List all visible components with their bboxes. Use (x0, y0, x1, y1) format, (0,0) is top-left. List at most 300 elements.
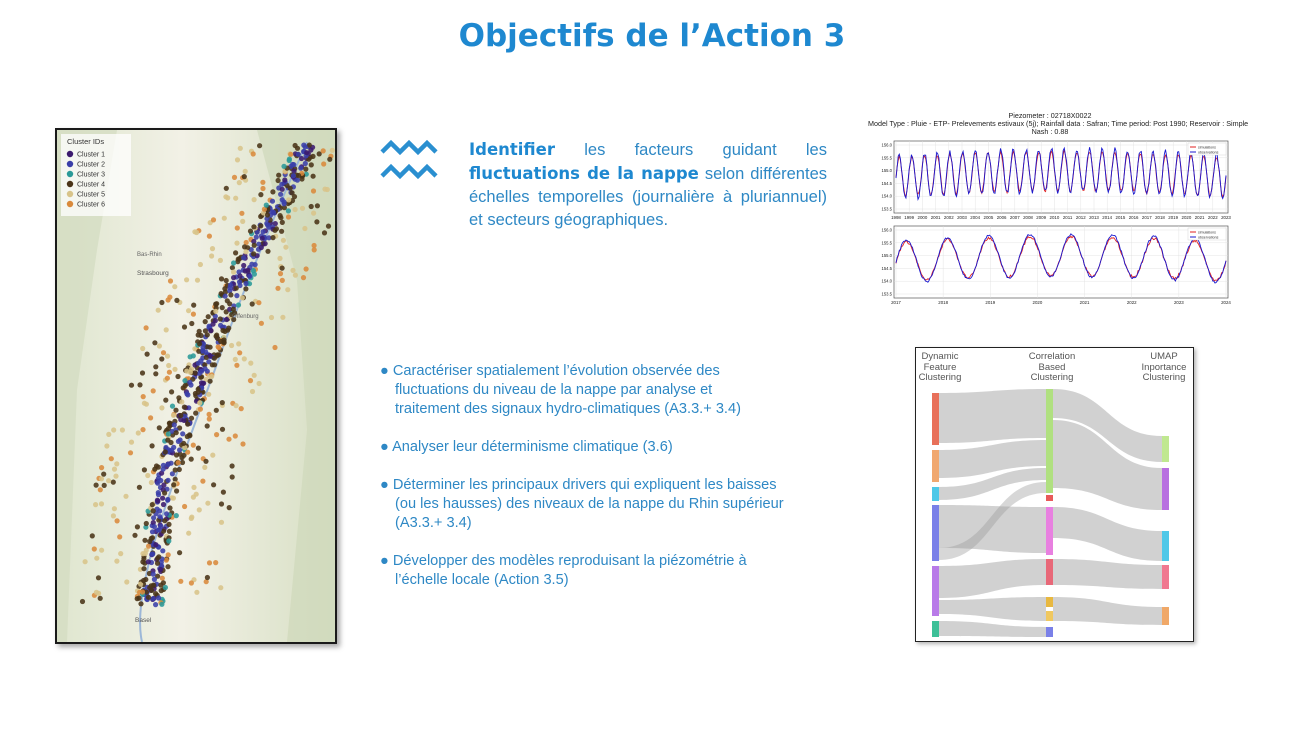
map-point (159, 588, 164, 593)
piezometer-figure (868, 111, 1249, 308)
map-point (155, 498, 160, 503)
map-point (311, 188, 316, 193)
map-point (280, 220, 285, 225)
map-point (290, 268, 295, 273)
map-point (141, 394, 146, 399)
map-point (235, 157, 240, 162)
map-point (188, 370, 193, 375)
map-point (159, 405, 164, 410)
map-point (290, 162, 295, 167)
map-point (219, 501, 224, 506)
map-point (156, 492, 161, 497)
map-point (153, 602, 158, 607)
x-tick-label: 2007 (1009, 215, 1020, 220)
map-point (112, 506, 117, 511)
map-point (219, 291, 224, 296)
x-tick-label: 2012 (1075, 215, 1086, 220)
bullet-line: ● Caractériser spatialement l’évolution observée des (380, 363, 720, 379)
map-point (282, 201, 287, 206)
map-point (140, 427, 145, 432)
x-tick-label: 2002 (943, 215, 954, 220)
map-point (141, 578, 146, 583)
bullet-line: ● Analyser leur déterminisme climatique (3.6) (380, 439, 673, 455)
sankey-node-umap (1162, 468, 1169, 510)
map-point (224, 186, 229, 191)
map-point (263, 241, 268, 246)
map-point (188, 354, 193, 359)
map-point (196, 446, 201, 451)
map-point (321, 148, 326, 153)
map-point (93, 502, 98, 507)
map-point (167, 505, 172, 510)
map-point (258, 192, 263, 197)
map-point (200, 345, 205, 350)
map-point (196, 387, 201, 392)
map-point (265, 249, 270, 254)
map-point (178, 579, 183, 584)
map-point (278, 192, 283, 197)
plot-legend-label: simulations (1198, 145, 1216, 150)
map-point (222, 286, 227, 291)
map-point (160, 496, 165, 501)
map-point (234, 403, 239, 408)
map-point (301, 275, 306, 280)
map-point (142, 467, 147, 472)
map-point (231, 270, 236, 275)
map-point (257, 381, 262, 386)
y-tick-label: 153.5 (881, 291, 892, 297)
map-point (214, 432, 219, 437)
map-point (166, 462, 171, 467)
map-point (243, 281, 248, 286)
sankey-node-correlation (1046, 627, 1053, 637)
map-point (189, 457, 194, 462)
map-point (182, 504, 187, 509)
map-point (165, 354, 170, 359)
map-point (152, 524, 157, 529)
map-point (237, 350, 242, 355)
map-point (237, 279, 242, 284)
map-point (303, 144, 308, 149)
x-tick-label: 2009 (1036, 215, 1047, 220)
map-point (272, 228, 277, 233)
map-point (243, 169, 248, 174)
map-point (222, 329, 227, 334)
map-point (151, 572, 156, 577)
map-point (174, 430, 179, 435)
map-point (166, 538, 171, 543)
sankey-node-correlation (1046, 559, 1053, 585)
map-point (143, 551, 148, 556)
map-point (114, 559, 119, 564)
map-point (189, 321, 194, 326)
map-point (144, 521, 149, 526)
sankey-flow (939, 597, 1046, 621)
map-point (196, 361, 201, 366)
map-point (171, 413, 176, 418)
sankey-flow (1053, 507, 1162, 561)
map-point (165, 376, 170, 381)
map-point (182, 324, 187, 329)
map-point (256, 300, 261, 305)
map-point (137, 485, 142, 490)
map-point (156, 465, 161, 470)
map-point (193, 370, 198, 375)
map-point (207, 560, 212, 565)
hydrograph-plots (868, 136, 1232, 308)
map-point (218, 316, 223, 321)
sankey-node-correlation (1046, 389, 1053, 493)
map-point (187, 432, 192, 437)
map-point (197, 400, 202, 405)
map-point (291, 173, 296, 178)
y-tick-label: 154.5 (881, 180, 892, 186)
map-point (161, 467, 166, 472)
map-point (241, 263, 246, 268)
map-point (234, 363, 239, 368)
map-point (254, 235, 259, 240)
map-point (182, 378, 187, 383)
map-point (99, 548, 104, 553)
sankey-flow (939, 389, 1046, 443)
x-tick-label: 2006 (996, 215, 1007, 220)
map-point (117, 534, 122, 539)
map-point (160, 576, 165, 581)
map-point (118, 551, 123, 556)
map-point (180, 431, 185, 436)
map-point (168, 278, 173, 283)
map-point (315, 203, 320, 208)
map-point (99, 501, 104, 506)
map-point (189, 416, 194, 421)
map-point (102, 483, 107, 488)
x-tick-label: 2011 (1062, 215, 1073, 220)
map-point (208, 353, 213, 358)
map-point (153, 371, 158, 376)
x-tick-label: 1999 (904, 215, 915, 220)
map-point (163, 398, 168, 403)
figure-title-line1: Piezometer : 02718X0022 (1008, 111, 1092, 120)
map-point (208, 379, 213, 384)
x-tick-label: 2013 (1089, 215, 1099, 220)
place-strasbourg: Strasbourg (137, 270, 169, 277)
map-point (271, 210, 276, 215)
map-point (276, 173, 281, 178)
map-point (243, 286, 248, 291)
map-point (314, 219, 319, 224)
svg-text:Cluster 2: Cluster 2 (77, 161, 106, 169)
wave-icon (380, 138, 440, 188)
sankey-node-correlation (1046, 597, 1053, 607)
map-point (165, 438, 170, 443)
x-tick-label: 2019 (1168, 215, 1179, 220)
map-point (191, 443, 196, 448)
map-point (120, 427, 125, 432)
map-point (210, 322, 215, 327)
map-point (205, 423, 210, 428)
map-point (252, 243, 257, 248)
map-point (240, 219, 245, 224)
map-point (115, 518, 120, 523)
x-tick-label: 2015 (1115, 215, 1126, 220)
map-point (285, 287, 290, 292)
y-tick-label: 154.0 (881, 278, 892, 284)
map-point (304, 150, 309, 155)
bullet-line: fluctuations du niveau de la nappe par analyse et (395, 382, 713, 398)
map-point (248, 361, 253, 366)
map-point (159, 300, 164, 305)
map-point (300, 206, 305, 211)
map-point (94, 483, 99, 488)
map-point (113, 474, 118, 479)
map-point (224, 317, 229, 322)
map-point (151, 388, 156, 393)
map-point (205, 332, 210, 337)
map-point (157, 527, 162, 532)
x-tick-label: 2021 (1194, 215, 1205, 220)
map-point (189, 515, 194, 520)
map-point (166, 478, 171, 483)
map-point (220, 305, 225, 310)
cluster-map (55, 128, 337, 644)
plot-legend-label: simulations (1198, 230, 1216, 235)
map-point (98, 487, 103, 492)
sankey-flow (1053, 597, 1162, 625)
map-point (140, 589, 145, 594)
map-point (230, 265, 235, 270)
map-point (278, 271, 283, 276)
map-point (156, 595, 161, 600)
map-point (277, 256, 282, 261)
map-point (145, 352, 150, 357)
map-point (228, 292, 233, 297)
map-point (218, 323, 223, 328)
sankey-node-dynamic (932, 505, 939, 561)
map-point (236, 341, 241, 346)
map-point (193, 411, 198, 416)
map-point (178, 413, 183, 418)
map-point (177, 447, 182, 452)
sankey-node-umap (1162, 565, 1169, 589)
map-point (213, 309, 218, 314)
map-point (257, 143, 262, 148)
map-point (98, 596, 103, 601)
map-point (279, 229, 284, 234)
map-point (205, 575, 210, 580)
map-point (210, 362, 215, 367)
map-point (213, 560, 218, 565)
sankey-header-umap: UMAP Inportance Clustering (1141, 351, 1187, 383)
map-point (312, 243, 317, 248)
map-point (163, 449, 168, 454)
map-point (146, 544, 151, 549)
map-point (146, 559, 151, 564)
map-point (280, 315, 285, 320)
map-point (172, 284, 177, 289)
bullet-list (380, 362, 828, 609)
map-point (129, 383, 134, 388)
map-point (303, 161, 308, 166)
map-point (173, 477, 178, 482)
sankey-flow (939, 559, 1046, 598)
map-point (187, 380, 192, 385)
map-point (199, 369, 204, 374)
y-tick-label: 155.0 (881, 168, 892, 174)
map-point (185, 392, 190, 397)
x-tick-label: 2000 (917, 215, 928, 220)
map-point (163, 585, 168, 590)
x-tick-label: 2005 (983, 215, 994, 220)
map-point (276, 178, 281, 183)
map-point (111, 480, 116, 485)
map-point (241, 255, 246, 260)
map-point (150, 502, 155, 507)
map-point (237, 180, 242, 185)
objective-bold-identifier: Identifier (469, 140, 555, 159)
x-tick-label: 2022 (1126, 300, 1137, 305)
map-point (166, 426, 171, 431)
slide-title: Objectifs de l’Action 3 (458, 18, 846, 54)
map-point (203, 459, 208, 464)
map-point (251, 251, 256, 256)
map-point (166, 431, 171, 436)
map-point (156, 554, 161, 559)
map-point (167, 370, 172, 375)
map-point (261, 229, 266, 234)
map-point (242, 356, 247, 361)
map-point (150, 529, 155, 534)
map-point (247, 274, 252, 279)
map-point (270, 199, 275, 204)
map-point (208, 328, 213, 333)
map-point (239, 406, 244, 411)
bullet-line: ● Développer des modèles reproduisant la piézométrie à (380, 553, 747, 569)
map-point (228, 283, 233, 288)
map-canvas (57, 130, 335, 642)
legend-title: Cluster IDs (67, 137, 105, 146)
y-tick-label: 154.0 (881, 193, 892, 199)
map-point (150, 596, 155, 601)
sankey-header-correlation: Correlation Based Clustering (1028, 351, 1076, 383)
sankey-header-dynamic: Dynamic Feature Clustering (918, 351, 962, 383)
map-point (264, 203, 269, 208)
map-point (184, 277, 189, 282)
x-tick-label: 2001 (930, 215, 941, 220)
plot-legend-label: observations (1198, 150, 1219, 155)
map-point (150, 443, 155, 448)
sankey-node-umap (1162, 607, 1169, 625)
map-point (166, 363, 171, 368)
map-point (197, 507, 202, 512)
map-point (239, 211, 244, 216)
map-point (142, 538, 147, 543)
map-point (144, 325, 149, 330)
map-point (222, 216, 227, 221)
svg-text:Cluster 4: Cluster 4 (77, 181, 106, 189)
map-point (225, 298, 230, 303)
map-point (234, 293, 239, 298)
map-point (149, 588, 154, 593)
map-point (233, 433, 238, 438)
map-point (296, 173, 301, 178)
map-point (327, 157, 332, 162)
bullet-line: traitement des signaux hydro-climatiques (A3.3.+ 3.4) (395, 401, 741, 417)
map-point (269, 315, 274, 320)
map-point (304, 266, 309, 271)
place-basel: Basel (135, 617, 152, 624)
map-point (90, 533, 95, 538)
map-point (99, 476, 104, 481)
map-point (174, 513, 179, 518)
x-tick-label: 2020 (1032, 300, 1043, 305)
x-tick-label: 2024 (1221, 300, 1231, 305)
map-point (189, 580, 194, 585)
map-point (175, 374, 180, 379)
map-point (259, 321, 264, 326)
map-point (170, 404, 175, 409)
map-point (165, 497, 170, 502)
map-point (202, 465, 207, 470)
map-point (311, 211, 316, 216)
map-point (142, 401, 147, 406)
map-point (248, 229, 253, 234)
map-point (293, 207, 298, 212)
map-point (174, 298, 179, 303)
map-point (192, 229, 197, 234)
sankey-node-umap (1162, 436, 1169, 462)
x-tick-label: 2010 (1049, 215, 1060, 220)
sankey-node-umap (1162, 531, 1169, 561)
objective-text-1: les facteurs guidant les (555, 141, 827, 159)
map-point (205, 501, 210, 506)
objective-bold-fluctuations: fluctuations de la nappe (469, 164, 699, 183)
map-point (211, 482, 216, 487)
map-point (162, 518, 167, 523)
map-point (295, 178, 300, 183)
map-point (165, 564, 170, 569)
map-point (137, 596, 142, 601)
map-point (148, 415, 153, 420)
map-point (167, 529, 172, 534)
sankey-flow (1053, 559, 1162, 589)
map-point (179, 399, 184, 404)
map-point (149, 536, 154, 541)
map-point (162, 490, 167, 495)
svg-text:Cluster 3: Cluster 3 (77, 171, 106, 179)
map-point (158, 478, 163, 483)
map-point (191, 485, 196, 490)
map-point (275, 286, 280, 291)
map-point (232, 175, 237, 180)
x-tick-label: 2017 (1141, 215, 1152, 220)
place-offenburg: Offenburg (232, 314, 259, 320)
map-point (303, 167, 308, 172)
map-point (166, 552, 171, 557)
map-point (272, 345, 277, 350)
map-point (250, 389, 255, 394)
map-point (174, 452, 179, 457)
map-point (260, 180, 265, 185)
x-tick-label: 2023 (1173, 300, 1184, 305)
map-point (234, 241, 239, 246)
map-point (157, 514, 162, 519)
map-point (186, 531, 191, 536)
map-point (237, 273, 242, 278)
figure-title-line3: Nash : 0.88 (1031, 127, 1069, 136)
y-tick-label: 155.5 (881, 155, 892, 161)
x-tick-label: 2023 (1221, 215, 1231, 220)
map-point (152, 340, 157, 345)
